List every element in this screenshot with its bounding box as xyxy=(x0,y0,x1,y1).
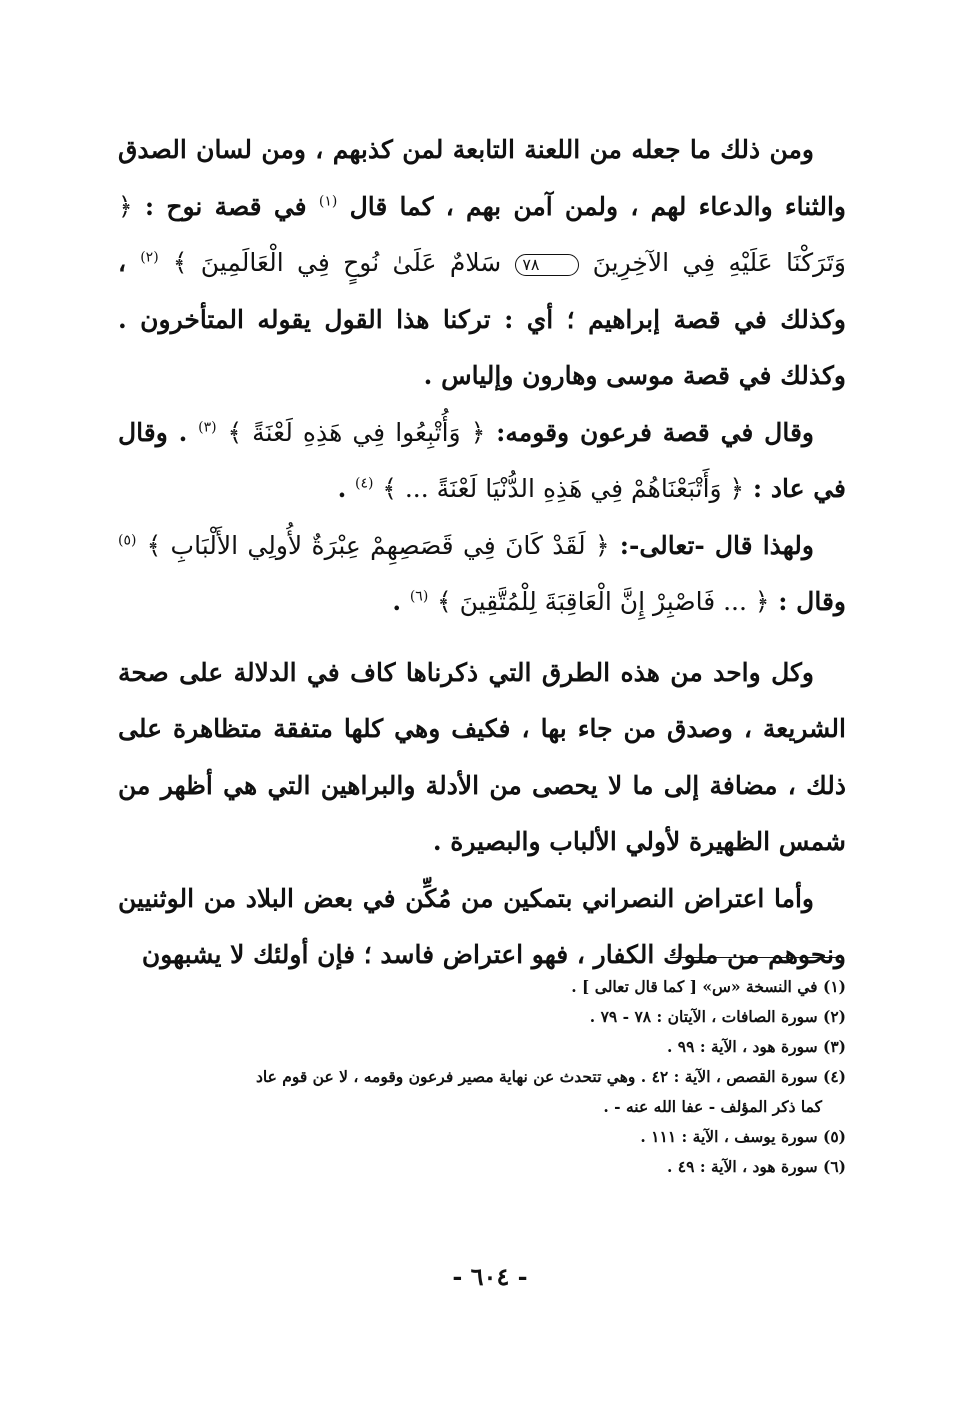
quran-verse-yusuf: ﴿ لَقَدْ كَانَ فِي قَصَصِهِمْ عِبْرَةٌ لأُولِي الأَلْبَابِ ﴾ xyxy=(146,530,610,560)
paragraph-1-text-b: في قصة نوح : xyxy=(144,191,307,221)
footnote-ref-5: (٥) xyxy=(118,532,137,549)
footnote-4-continued: كما ذكر المؤلف - عفا الله عنه - . xyxy=(603,1097,822,1116)
paragraph-2-text-a: وقال في قصة فرعون وقومه: xyxy=(496,417,814,447)
footnote-3: (٣) سورة هود ، الآية : ٩٩ . xyxy=(666,1037,846,1056)
paragraph-1 xyxy=(118,122,846,405)
footnote-ref-2: (٢) xyxy=(140,249,159,266)
footnote-5: (٥) سورة يوسف ، الآية : ١١١ . xyxy=(640,1127,846,1146)
page-number: - ٦٠٤ - xyxy=(452,1262,528,1291)
quran-verse-nuh-2: سَلامٌ عَلَىٰ نُوحٍ فِي الْعَالَمِينَ ﴾ xyxy=(172,248,502,277)
paragraph-3-text-a: ولهذا قال -تعالى-: xyxy=(619,530,814,560)
footnote-6: (٦) سورة هود ، الآية : ٤٩ . xyxy=(666,1157,846,1176)
paragraph-2 xyxy=(118,405,846,518)
paragraph-3-text-b: وقال : xyxy=(778,587,846,616)
quran-verse-nuh-1: ﴿ وَتَرَكْنَا عَلَيْهِ فِي الآخِرِينَ xyxy=(118,191,846,277)
footnote-separator xyxy=(670,957,842,958)
paragraph-3-text-c: . xyxy=(392,587,402,616)
paragraph-3 xyxy=(118,518,846,631)
quran-verse-firaun: ﴿ وَأُتْبِعُوا فِي هَذِهِ لَعْنَةً ﴾ xyxy=(227,417,486,447)
paragraph-1-text-c: ، وكذلك في قصة إبراهيم ؛ أي : تركنا هذا القول يقوله المتأخرون . وكذلك في قصة موسى وهارون وإلياس . xyxy=(118,248,846,390)
footnote-ref-3: (٣) xyxy=(198,419,217,436)
paragraph-5: وأما اعتراض النصراني بتمكين من مُكِّن في بعض البلاد من الوثنيين ونحوهم من ملوك الكفار ، فهو اعتراض فاسد ؛ فإن أولئك لا يشبهون xyxy=(118,883,846,969)
footnote-ref-1: (١) xyxy=(318,193,338,210)
verse-number-ornament: ٧٨ xyxy=(515,254,578,276)
paragraph-1-text-a: ومن ذلك ما جعله من اللعنة التابعة لمن كذبهم ، ومن لسان الصدق والثناء والدعاء لهم ، ولمن آمن بهم ، كما قال xyxy=(118,135,846,221)
footnote-ref-6: (٦) xyxy=(409,588,429,605)
paragraph-2-text-b: . وقال في عاد : xyxy=(118,417,846,503)
quran-verse-hud: ﴿ ... فَاصْبِرْ إِنَّ الْعَاقِبَةَ لِلْمُتَّقِينَ ﴾ xyxy=(437,587,770,616)
paragraph-4: وكل واحد من هذه الطرق التي ذكرناها كاف في الدلالة على صحة الشريعة ، وصدق من جاء بها ، فكيف وهي كلها متفقة متظاهرة على ذلك ، مضافة إلى ما لا يحصى من الأدلة والبراهين التي هي أظهر من شمس الظهيرة لأولي الألباب والبصيرة . xyxy=(118,657,846,856)
footnote-4: (٤) سورة القصص ، الآية : ٤٢ . وهي تتحدث عن نهاية مصير فرعون وقومه ، لا عن قوم عاد xyxy=(255,1067,846,1086)
quran-verse-ad: ﴿ وَأَتْبَعْنَاهُمْ فِي هَذِهِ الدُّنْيَا لَعْنَةً ... ﴾ xyxy=(382,474,745,503)
footnote-1: (١) في النسخة «س» [ كما قال تعالى ] . xyxy=(571,977,846,996)
footnotes xyxy=(104,972,846,1182)
paragraph-2-text-c: . xyxy=(337,474,347,503)
footnote-2: (٢) سورة الصافات ، الآيتان : ٧٨ - ٧٩ . xyxy=(589,1007,846,1026)
main-text xyxy=(118,122,846,984)
footnote-ref-4: (٤) xyxy=(355,475,374,492)
